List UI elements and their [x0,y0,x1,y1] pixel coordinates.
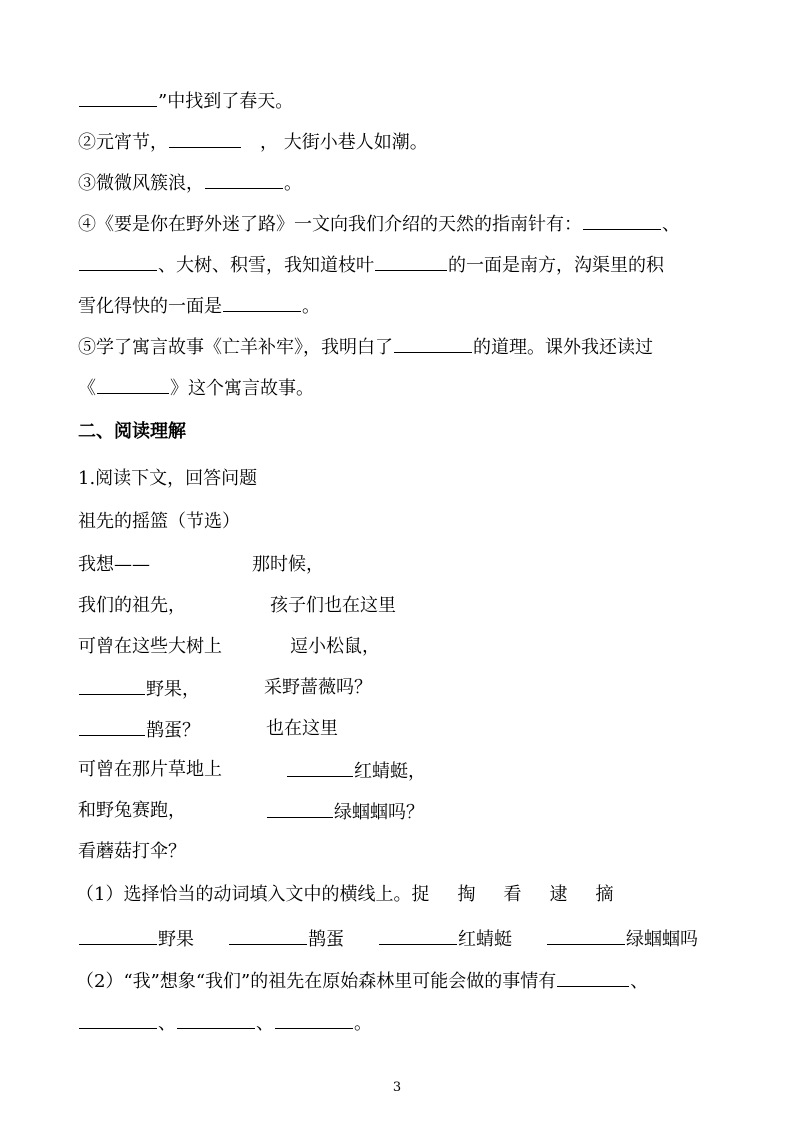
poem-right-line [266,799,424,823]
q4-sep: 、 [662,214,680,235]
poem-left-text: 鹊蛋？ [146,720,200,741]
verb-option: 摘 [595,884,614,905]
verb-option: 看 [503,884,522,905]
poem-left-line: 我想—— [78,554,150,575]
poem-right-line: 逗小松鼠， [290,636,380,657]
q4-end: 。 [302,296,320,317]
q4-line3-prefix: 雪化得快的一面是 [78,296,222,317]
answer-blank[interactable] [97,375,169,394]
answer-blank[interactable] [79,1010,157,1029]
question-4-line-2 [78,252,664,276]
answer-blank[interactable] [379,926,457,945]
answer-item: 红蜻蜓 [458,929,512,950]
fill-line-1 [78,88,293,112]
q2-suffix: ， 大街小巷人如潮。 [260,132,428,153]
poem-right-line: 那时候， [252,554,324,575]
answer-blank[interactable] [229,926,307,945]
answer-blank[interactable] [583,211,661,230]
sub2-sep: 、 [630,971,649,992]
poem-right-line [286,758,426,782]
question-4-line-3 [78,293,320,317]
sub2-end: 。 [354,1013,372,1034]
poem-right-line: 采野蔷薇吗？ [264,677,372,698]
answer-blank[interactable] [205,170,283,189]
q3-prefix: ③微微风簇浪， [78,173,204,194]
sub-question-2-line-2 [78,1010,372,1034]
poem-left-text: 野果， [146,679,200,700]
answer-blank[interactable] [287,758,353,777]
answer-blank[interactable] [275,1010,353,1029]
poem-right-text: 绿蝈蝈吗？ [334,802,424,823]
answer-blank[interactable] [177,1010,255,1029]
q4-mid: 、大树、积雪，我知道枝叶 [158,255,374,276]
sub-question-2 [76,968,648,992]
q3-suffix: 。 [284,173,302,194]
sub-question-1 [76,883,613,907]
page-number: 3 [392,1080,402,1095]
q5-open-bracket: 《 [78,378,96,399]
answer-item: 野果 [158,929,194,950]
poem-left-line: 可曾在那片草地上 [78,759,222,780]
verb-option: 逮 [549,884,568,905]
q5-mid: 的道理。课外我还读过 [473,337,653,358]
question-2 [78,129,428,153]
answer-item: 鹊蛋 [308,929,344,950]
q4-mid2: 的一面是南方，沟渠里的积 [448,255,664,276]
poem-left-line: 看蘑菇打伞？ [78,841,186,862]
verb-option: 掏 [457,884,476,905]
answer-blank[interactable] [79,676,145,695]
answer-blank[interactable] [394,334,472,353]
question-3 [78,170,302,194]
answer-blank[interactable] [557,968,629,987]
verb-option: 捉 [411,884,430,905]
reading-question-intro: 1.阅读下文，回答问题 [78,468,258,489]
poem-right-text: 红蜻蜓， [354,761,426,782]
line1-suffix: ”中找到了春天。 [158,91,294,112]
answer-blank[interactable] [547,926,625,945]
sub1-prompt: （1）选择恰当的动词填入文中的横线上。 [76,884,412,905]
answer-blank[interactable] [375,252,447,271]
sub2-prompt: （2）“我”想象“我们”的祖先在原始森林里可能会做的事情有 [76,971,557,992]
poem-left-line: 我们的祖先， [78,595,186,616]
answer-blank[interactable] [267,799,333,818]
q2-prefix: ②元宵节， [78,132,168,153]
q4-prefix: ④《要是你在野外迷了路》一文向我们介绍的天然的指南针有： [78,214,582,235]
section-heading: 二、阅读理解 [78,421,186,442]
answer-blank[interactable] [79,88,157,107]
question-4-line-1 [78,211,680,235]
answer-blank[interactable] [79,717,145,736]
sub2-sep: 、 [158,1013,176,1034]
poem-left-line: 可曾在这些大树上 [78,636,222,657]
q5-prefix: ⑤学了寓言故事《亡羊补牢》，我明白了 [78,337,393,358]
poem-right-line: 孩子们也在这里 [270,595,396,616]
poem-left-line [78,717,200,741]
answer-item: 绿蝈蝈吗 [626,929,698,950]
poem-left-line: 和野兔赛跑， [78,800,186,821]
poem-title: 祖先的摇篮（节选） [78,511,240,532]
poem-right-line: 也在这里 [266,718,338,739]
poem-left-line [78,676,200,700]
answer-blank[interactable] [79,252,157,271]
sub-question-1-answers [78,926,698,950]
question-5-line-1 [78,334,653,358]
question-5-line-2 [78,375,314,399]
answer-blank[interactable] [79,926,157,945]
q5-close-bracket: 》这个寓言故事。 [170,378,314,399]
sub2-sep: 、 [256,1013,274,1034]
answer-blank[interactable] [223,293,301,312]
answer-blank[interactable] [169,129,241,148]
